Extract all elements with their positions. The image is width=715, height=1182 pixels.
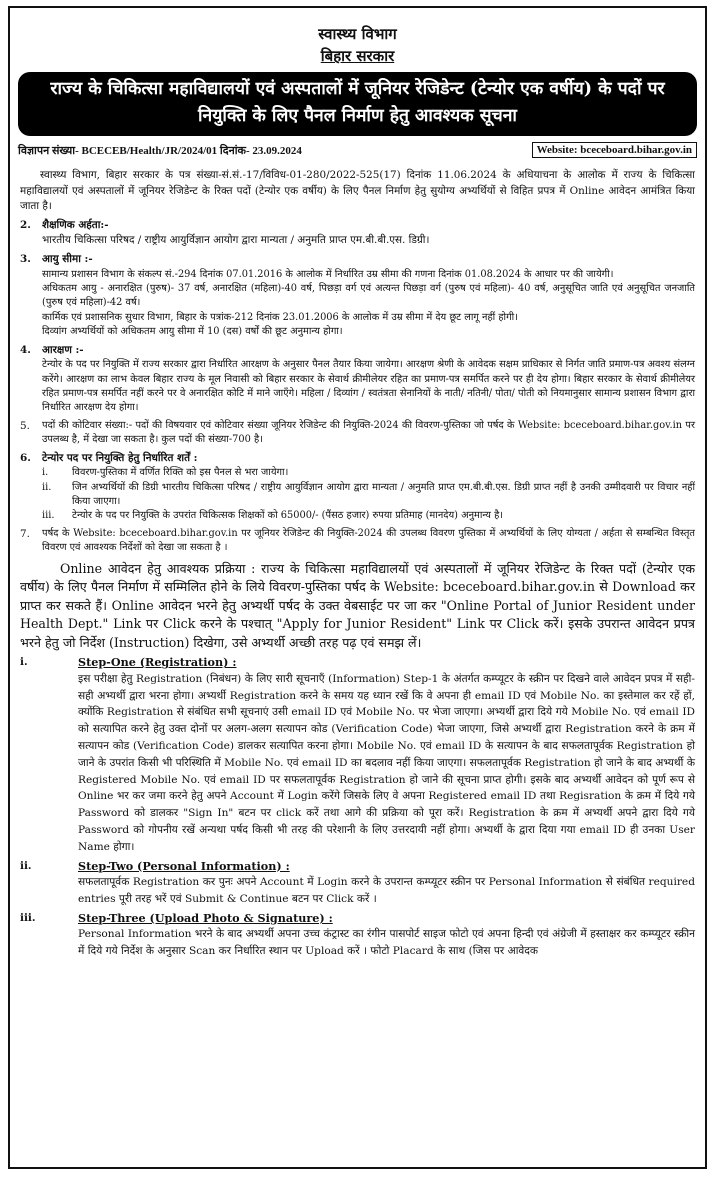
step-two-text: सफलतापूर्वक Registration कर पुनः अपने Account में Login करने के उपरान्त कम्प्यूटर स्क्रीन पर Personal Information से संबंधित required entries पूरी तरह भरें एवं Submit & Continue बटन पर Click करें । [78,876,695,905]
condition-item [20,509,695,523]
section-number: 4. [20,343,31,356]
section-number: 5. [20,419,30,432]
notice-body [10,168,705,960]
website-link[interactable]: Website: bceceboard.bihar.gov.in [532,142,697,158]
disabled-relaxation-text: दिव्यांग अभ्यर्थियों को अधिकतम आयु सीमा में 10 (दस) वर्षों की छूट अनुमान्य होगा। [42,326,343,338]
step-title: Step-Three (Upload Photo & Signature) : [78,910,333,925]
section-title: आयु सीमा :- [42,252,93,265]
section-number: 3. [20,252,31,265]
notice-page [8,6,707,1169]
item-numeral: iii. [42,510,55,522]
section-number: 6. [20,451,31,464]
condition-item [20,481,695,510]
step-two-heading [20,859,695,875]
item-text: जिन अभ्यर्थियों की डिग्री भारतीय चिकित्सा परिषद / राष्ट्रीय आयुर्विज्ञान आयोग द्वारा मान्यता / अनुमति प्राप्त एम.बी.बी.एस. डिग्री प्राप्त नहीं है उनकी उम्मीदवारी पर विचार नहीं किया जाएगा। [72,481,695,508]
step-one-text: इस परीक्षा हेतु Registration (निबंधन) के लिए सारी सूचनाएँ (Information) Step-1 के अंतर्गत कम्प्यूटर के स्क्रीन पर दिखने वाले आवेदन प्रपत्र में सही-सही अभ्यर्थी द्वारा भरना होगा। अभ्यर्थी Registration करने के समय यह ध्यान रखें कि वे अपना ही email ID एवं Mobile No. का इस्तेमाल कर रहें हों, क्योंकि Registration से संबंधित सभी सूचनाएं उसी email ID एवं Mobile No. पर भेजा जाएगा। अभ्यर्थी द्वारा दिये गये Mobile No. एवं email ID को सत्यापित करने हेतु उक्त दोनों पर अलग-अलग सत्यापन कोड (Verification Code) भेजा जाएगा, जिसे अभ्यर्थी द्वारा Registration करने के क्रम में सत्यापन कोड (Verification Code) डालकर सत्यापित करना होगा। Mobile No. एवं email ID के सत्यापन के बाद सफलतापूर्वक Registration हो जाने के उपरांत किसी भी परिस्थिति में Mobile No. एवं email ID का बदलाव नहीं किया जाएगा। सफलतापूर्वक Registration हो जाने के बाद अभ्यर्थी के Registered Mobile No. एवं email ID पर सफलतापूर्वक Registration हो जाने की सूचना प्राप्त होगी। इसके बाद अभ्यर्थी आवेदन को पूर्ण रूप से Online भर कर जमा करने हेतु अपने Account में Login करेंगे जिसके लिए वे अपना Registered email ID तथा Regisration के क्रम में दिये गये Password को डालकर "Sign In" बटन पर click करें तथा आगे की प्रक्रिया को पूरा करें। Registration के क्रम में अभ्यर्थी अपने द्वारा दिये गये Password को गोपनीय रखें अन्यथा पर्षद किसी भी तरह की परेशानी के लिए उत्तरदायी नहीं होगा। अभ्यर्थी के द्वारा दिया गया email ID ही उनका User Name होगा। [78,672,695,853]
section-title: शैक्षणिक अर्हता:- [42,218,109,231]
age-rule-text: सामान्य प्रशासन विभाग के संकल्प सं.-294 दिनांक 07.01.2016 के आलोक में निर्धारित उम्र सीमा की गणना दिनांक 01.08.2024 के आधार पर की जायेगी। [42,268,614,280]
notice-title-banner: राज्य के चिकित्सा महाविद्यालयों एवं अस्पतालों में जूनियर रेजिडेन्ट (टेन्योर एक वर्षीय) के पदों पर नियुक्ति के लिए पैनल निर्माण हेतु आवश्यक सूचना [18,72,697,136]
advertisement-number: विज्ञापन संख्या- BCECEB/Health/JR/2024/01 दिनांक- 23.09.2024 [18,144,302,157]
item-numeral: ii. [42,481,52,493]
age-relaxation-text: कार्मिक एवं प्रशासनिक सुधार विभाग, बिहार के पत्रांक-212 दिनांक 23.01.2006 के आलोक में उम्र सीमा में देय छूट लागू नहीं होगी। [42,311,518,323]
step-title: Step-Two (Personal Information) : [78,858,290,873]
step-title: Step-One (Registration) : [78,655,237,670]
step-three-heading [20,911,695,927]
section-5 [20,419,695,448]
max-age-text: अधिकतम आयु - अनारक्षित (पुरुष)- 37 वर्ष, अनारक्षित (महिला)-40 वर्ष, पिछड़ा वर्ग एवं अत्यन्त पिछड़ा वर्ग (पुरुष एवं महिला)- 40 वर्ष, अनुसूचित जाति एवं अनुसूचित जनजाति (पुरुष एवं महिला)-42 वर्ष। [42,282,695,309]
section-4-heading [20,343,695,359]
section-title: आरक्षण :- [42,343,84,356]
section-2-text: भारतीय चिकित्सा परिषद / राष्ट्रीय आयुर्विज्ञान आयोग द्वारा मान्यता / अनुमति प्राप्त एम.बी.बी.एस. डिग्री। [42,234,430,247]
condition-item [20,466,695,480]
item-text: टेन्योर के पद पर नियुक्ति के उपरांत चिकित्सक शिक्षकों को 65000/- (पैंसठ हजार) रुपया प्रतिमाह (मानदेय) अनुमान्य है। [72,510,504,522]
section-2-heading [20,218,695,234]
item-numeral: i. [42,467,49,479]
reservation-text: टेन्योर के पद पर नियुक्ति में राज्य सरकार द्वारा निर्धारित आरक्षण के अनुसार पैनल तैयार किया जायेगा। आरक्षण श्रेणी के आवेदक सक्षम प्राधिकार से निर्गत जाति प्रमाण-पत्र अवश्य संलग्न करेंगे। आरक्षण का लाभ केवल बिहार राज्य के मूल निवासी को बिहार सरकार के सेवार्थ क्रीमीलेयर रहित का प्रमाण-पत्र समर्पित करने पर ही देय होगा। बिहार सरकार के सेवार्थ क्रीमीलेयर रहित प्रमाण-पत्र समर्पित नहीं करने पर वे अनारक्षित कोटि में माने जाएँगे। महिला / दिव्यांग / स्वतंत्रता सेनानियों के नाती/ नतिनी/ पोता/ पोती को नियमानुसार सामान्य प्रशासन विभाग द्वारा निर्धारित आरक्षण देय होगा। [42,359,695,414]
step-numeral: iii. [20,911,36,924]
department-name: स्वास्थ्य विभाग [318,25,397,43]
intro-paragraph: स्वास्थ्य विभाग, बिहार सरकार के पत्र संख्या-सं.सं.-17/विविध-01-280/2022-525(17) दिनांक 11.06.2024 के अधियाचना के आलोक में राज्य के चिकित्सा महाविद्यालयों एवं अस्पतालों में जूनियर रेजिडेन्ट के रिक्त पदों (टेन्योर एक वर्षीय) के लिए पैनल निर्माण हेतु सुयोग्य अभ्यर्थियों से विहित प्रपत्र में Online आवेदन आमंत्रित किया जाता है। [20,169,695,213]
step-numeral: i. [20,656,28,669]
section-number: 2. [20,218,31,231]
government-name: बिहार सरकार [320,47,395,65]
step-numeral: ii. [20,859,32,872]
booklet-reference-text: पर्षद के Website: bceceboard.bihar.gov.in पर जूनियर रेजिडेन्ट की नियुक्ति-2024 की उपलब्ध विवरण पुस्तिका में अभ्यर्थियों के लिए योग्यता / अर्हता से सम्बन्धित विस्तृत विवरण एवं आवश्यक निर्देशों को देखा जा सकता है । [42,527,695,554]
posts-count-text: पदों की कोटिवार संख्या:- पदों की विषयवार एवं कोटिवार संख्या जूनियर रेजिडेन्ट की नियुक्ति-2024 की विवरण-पुस्तिका जो पर्षद के Website: bceceboard.bihar.gov.in पर उपलब्ध है, में देखा जा सकता है। कुल पदों की संख्या-700 है। [42,419,695,446]
section-6-heading [20,451,695,467]
step-three-text: Personal Information भरने के बाद अभ्यर्थी अपना उच्च कंट्रास्ट का रंगीन पासपोर्ट साइज फोटो एवं अपना हिन्दी एवं अंग्रेजी में हस्ताक्षर कर कम्प्यूटर स्क्रीन में दिये गये निर्देश के अनुसार Scan कर निर्धारित स्थान पर Upload करें । फोटो Placard के साथ (जिस पर आवेदक [78,928,695,958]
section-7 [20,527,695,556]
section-3-heading [20,252,695,268]
item-text: विवरण-पुस्तिका में वर्णित रिक्ति को इस पैनल से भरा जायेगा। [72,467,289,479]
advertisement-meta [18,142,697,158]
section-number: 7. [20,527,30,540]
online-process-paragraph: Online आवेदन हेतु आवश्यक प्रक्रिया : राज्य के चिकित्सा महाविद्यालयों एवं अस्पतालों में जूनियर रेजिडेन्ट के रिक्त पदों (टेन्योर एक वर्षीय) के लिए पैनल निर्माण में सम्मिलित होने के लिये विवरण-पुस्तिका पर्षद के Website: bceceboard.bihar.gov.in से Download कर प्राप्त कर सकते हैं। Online आवेदन भरने हेतु अभ्यर्थी पर्षद के उक्त वेबसाईट पर जा कर "Online Portal of Junior Resident under Health Dept." Link पर Click करने के पश्चात् "Apply for Junior Resident" Link पर Click करें। इसके उपरान्त आवेदन प्रपत्र भरने हेतु जो निर्देश (Instruction) दिखेगा, उसे अभ्यर्थी अच्छी तरह पढ़ एवं समझ लें। [20,560,695,650]
section-title: टेन्योर पद पर नियुक्ति हेतु निर्धारित शर्तें : [42,451,198,464]
step-one-heading [20,655,695,671]
